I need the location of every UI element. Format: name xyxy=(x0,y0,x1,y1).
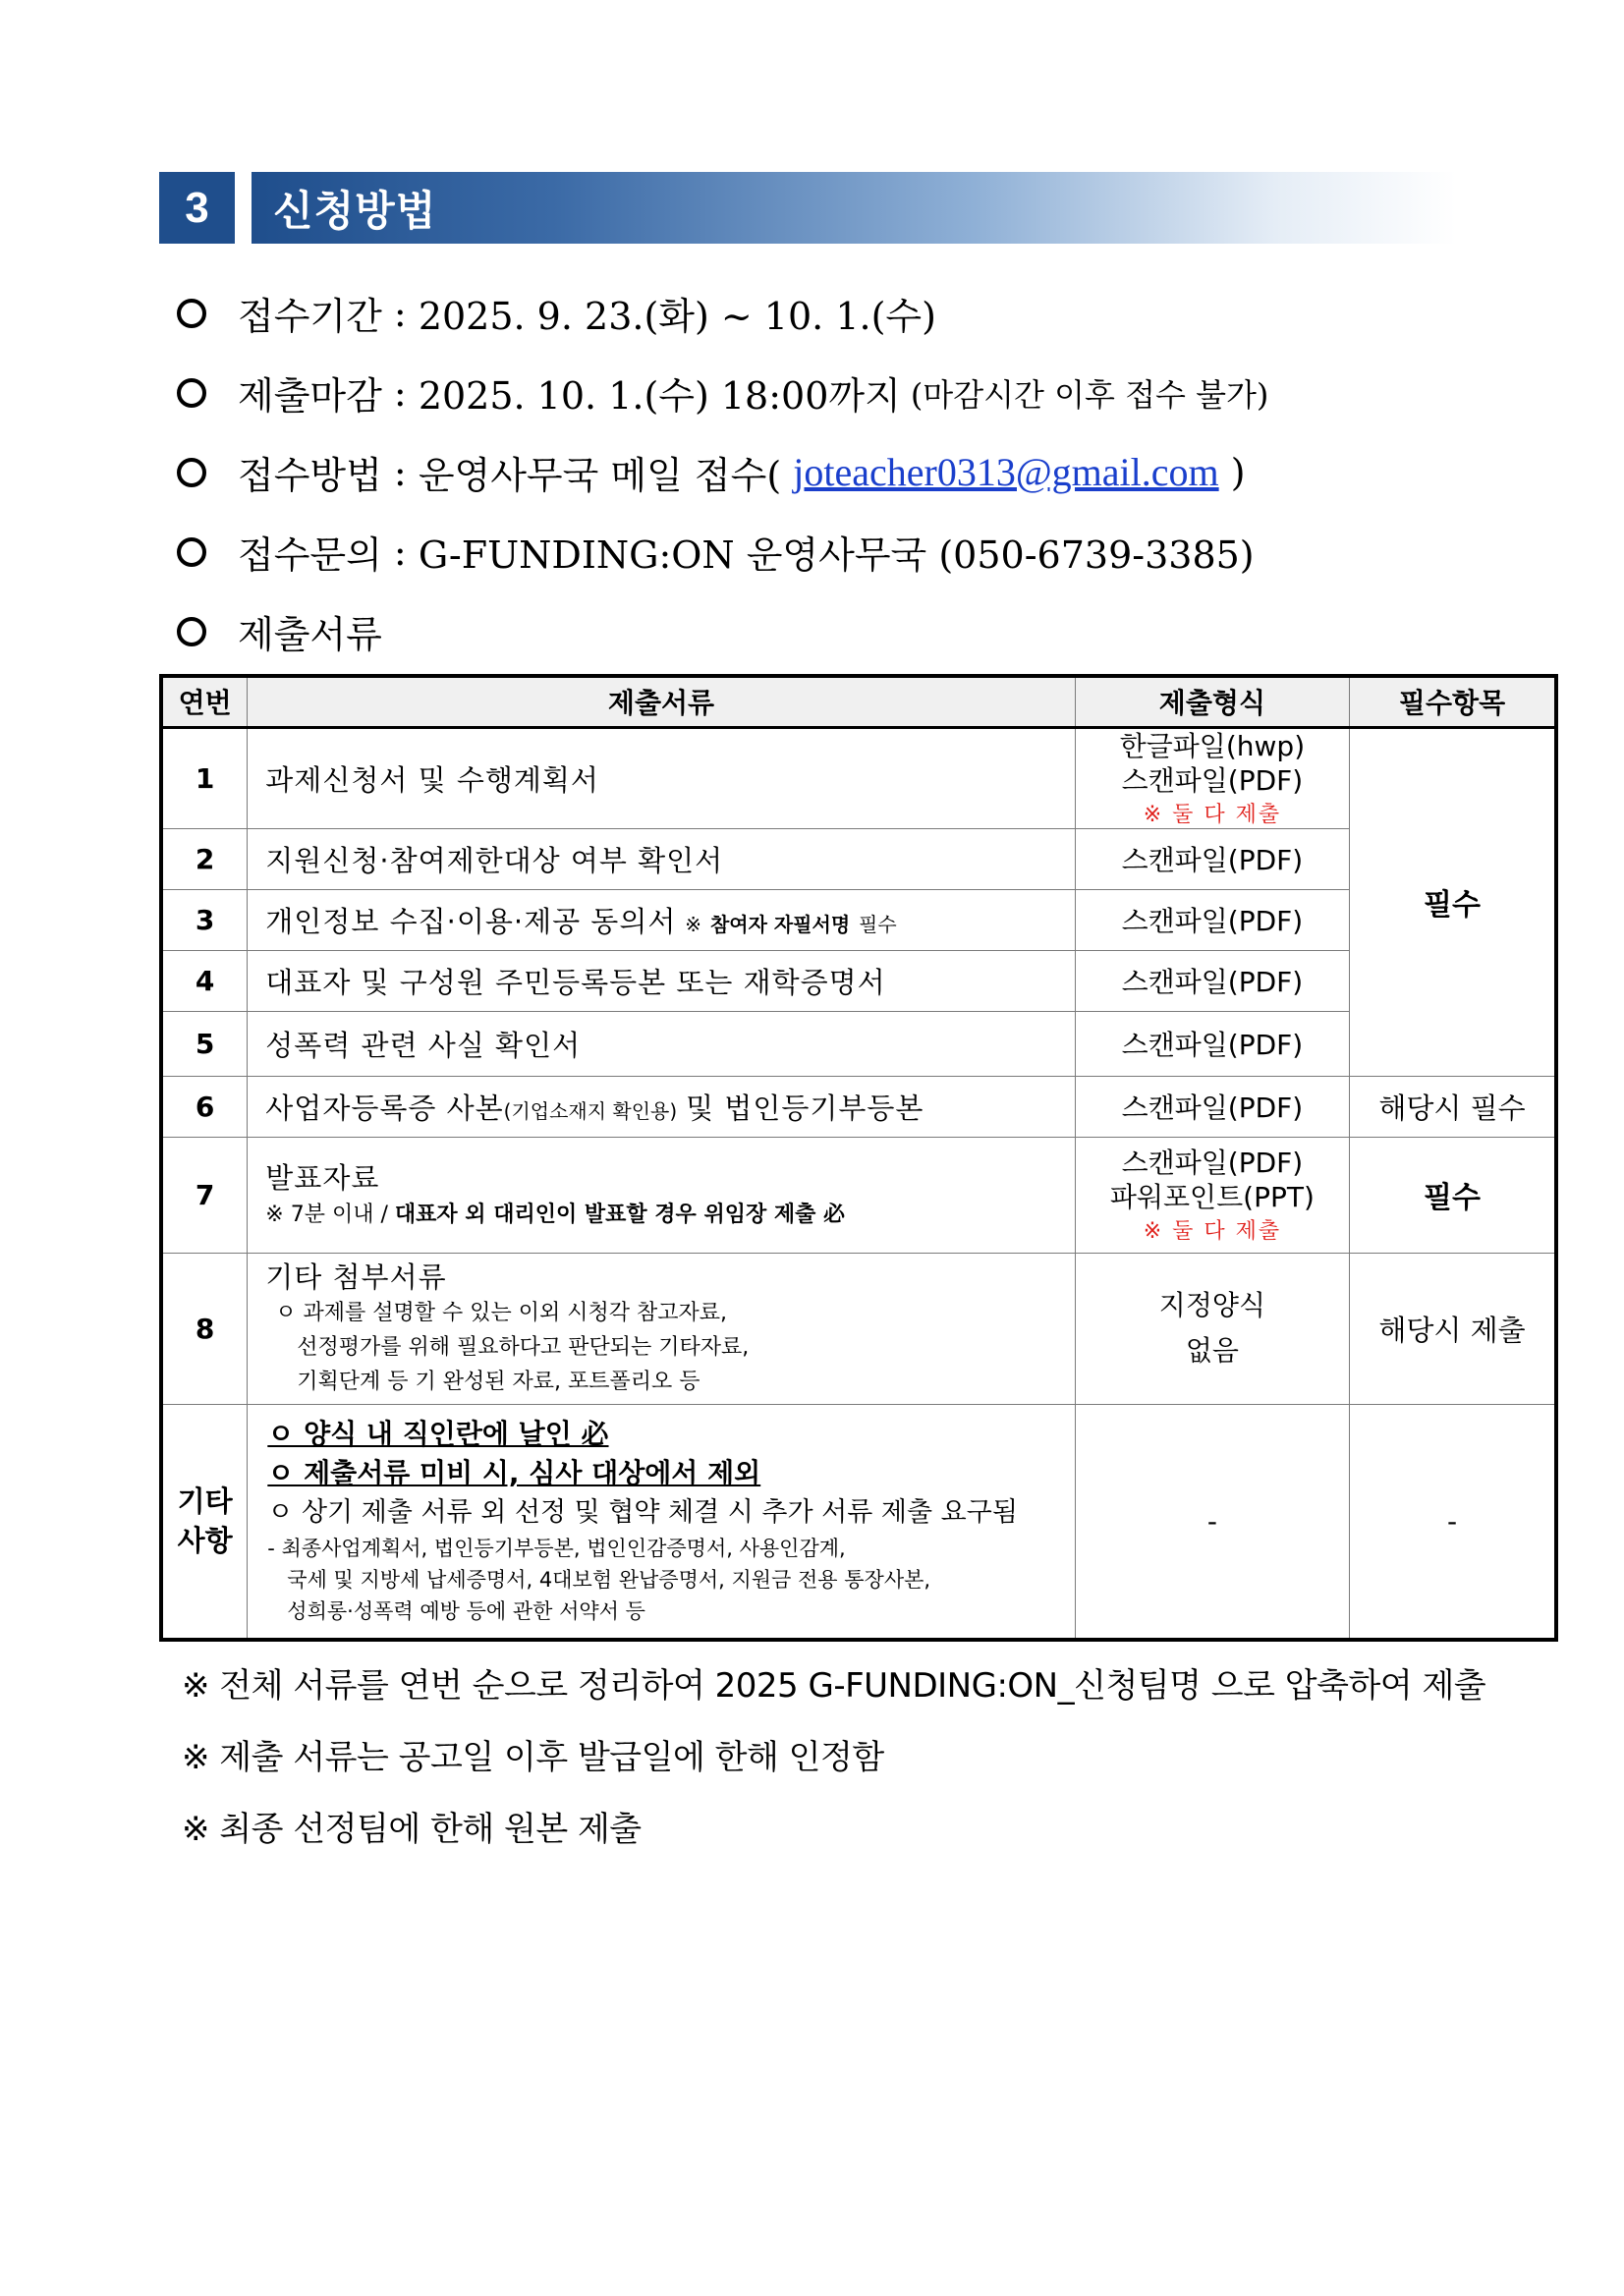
bullet-value: 운영사무국 메일 접수( xyxy=(418,454,782,497)
bullet-value: 2025. 10. 1.(수) 18:00까지 xyxy=(418,374,901,418)
bullet-label: 접수기간 xyxy=(238,295,382,338)
table-row: 기타 사항 ㅇ 양식 내 직인란에 날인 必 ㅇ 제출서류 미비 시, 심사 대상에서 제외 ㅇ 상기 제출 서류 외 선정 및 협약 체결 시 추가 서류 제출 요구됨 - 최종사업계획서, 법인등기부등본, 법인인감증명서, 사용인감계, 국세 및 지방세 납세증명서, 4대보험 완납증명서, 지원금 전용 통장사본, 성희롱·성폭력 예방 등에 관한 서약서 등 - - xyxy=(161,1404,1556,1640)
documents-table xyxy=(159,674,1558,1642)
table-row: 2 지원신청·참여제한대상 여부 확인서 스캔파일(PDF) xyxy=(161,828,1556,889)
section-header xyxy=(159,172,1456,244)
section-number: 3 xyxy=(159,172,235,244)
header-required: 필수항목 xyxy=(1350,676,1556,727)
header-no: 연번 xyxy=(161,676,248,727)
table-row: 8 기타 첨부서류 ㅇ 과제를 설명할 수 있는 이외 시청각 참고자료, 선정평가를 위해 필요하다고 판단되는 기타자료, 기획단계 등 기 완성된 자료, 포트폴리오 등 지정양식 없음 해당시 제출 xyxy=(161,1253,1556,1404)
bullet-value: G-FUNDING:ON 운영사무국 (050-6739-3385) xyxy=(418,533,1255,577)
bullet-documents xyxy=(177,591,1552,671)
format-note: ※ 둘 다 제출 xyxy=(1143,1218,1282,1244)
bullet-label: 제출마감 xyxy=(238,374,382,418)
bullet-extra: (마감시간 이후 접수 불가) xyxy=(910,375,1269,414)
bullet-value-suffix: ) xyxy=(1230,450,1246,494)
email-link[interactable]: joteacher0313@gmail.com xyxy=(793,450,1219,494)
note-line: ※ 제출 서류는 공고일 이후 발급일에 한해 인정함 xyxy=(182,1738,884,1777)
section-title: 신청방법 xyxy=(273,186,437,235)
section-title-bar xyxy=(252,172,1456,244)
header-doc: 제출서류 xyxy=(248,676,1075,727)
required-merged-cell: 필수 xyxy=(1350,727,1556,1076)
table-header-row xyxy=(161,676,1556,727)
bullet-label: 접수문의 xyxy=(238,533,382,577)
bullet-inquiry: 접수문의 : G-FUNDING:ON 운영사무국 (050-6739-3385) xyxy=(177,512,1552,591)
table-row: 5 성폭력 관련 사실 확인서 스캔파일(PDF) xyxy=(161,1011,1556,1076)
bullet-circle-icon xyxy=(177,299,206,328)
notes xyxy=(182,1647,1557,1862)
table-row: 4 대표자 및 구성원 주민등록등본 또는 재학증명서 스캔파일(PDF) xyxy=(161,950,1556,1011)
bullet-deadline: 제출마감 : 2025. 10. 1.(수) 18:00까지 (마감시간 이후 접수 불가) xyxy=(177,353,1552,432)
bullet-circle-icon xyxy=(177,378,206,408)
bullet-list xyxy=(177,273,1552,671)
note-line: ※ 최종 선정팀에 한해 원본 제출 xyxy=(182,1810,642,1849)
header-format: 제출형식 xyxy=(1075,676,1349,727)
bullet-circle-icon xyxy=(177,537,206,567)
bullet-period: 접수기간 : 2025. 9. 23.(화) ~ 10. 1.(수) xyxy=(177,273,1552,353)
table-row: 7 발표자료 ※ 7분 이내 / 대표자 외 대리인이 발표할 경우 위임장 제출 必 스캔파일(PDF) 파워포인트(PPT) ※ 둘 다 제출 필수 xyxy=(161,1137,1556,1253)
bullet-label: 제출서류 xyxy=(238,613,382,656)
bullet-circle-icon xyxy=(177,617,206,646)
note-line: ※ 전체 서류를 연번 순으로 정리하여 2025 G-FUNDING:ON_신청팀명 으로 압축하여 제출 xyxy=(182,1666,1486,1706)
table-row: 3 개인정보 수집·이용·제공 동의서 ※ 참여자 자필서명 필수 스캔파일(PDF) xyxy=(161,889,1556,950)
bullet-label: 접수방법 xyxy=(238,454,382,497)
table-row: 1 과제신청서 및 수행계획서 한글파일(hwp) 스캔파일(PDF) ※ 둘 다 제출 필수 xyxy=(161,727,1556,828)
bullet-method: 접수방법 : 운영사무국 메일 접수( joteacher0313@gmail.com ) xyxy=(177,432,1552,512)
format-note: ※ 둘 다 제출 xyxy=(1143,802,1282,827)
bullet-value: 2025. 9. 23.(화) ~ 10. 1.(수) xyxy=(418,295,936,338)
table-row: 6 사업자등록증 사본(기업소재지 확인용) 및 법인등기부등본 스캔파일(PDF) 해당시 필수 xyxy=(161,1076,1556,1137)
bullet-circle-icon xyxy=(177,458,206,487)
